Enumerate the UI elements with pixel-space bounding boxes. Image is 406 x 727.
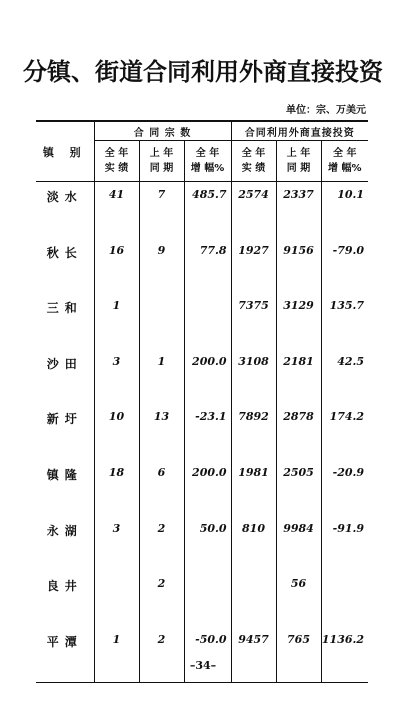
data-cell: 9156 [276, 238, 321, 294]
table-row [36, 627, 368, 683]
data-cell: 18 [94, 460, 139, 516]
data-cell: 42.5 [321, 349, 368, 405]
data-cell [94, 571, 139, 627]
data-cell: -20.9 [321, 460, 368, 516]
data-cell: 3 [94, 516, 139, 572]
table-row [36, 404, 368, 460]
town-cell: 三和 [46, 301, 83, 316]
town-cell: 永湖 [46, 523, 83, 538]
data-cell [321, 571, 368, 627]
sub-header: 全 年 增 幅% [184, 141, 231, 182]
data-cell: 2505 [276, 460, 321, 516]
data-cell: 174.2 [321, 404, 368, 460]
page-number: –34– [189, 659, 217, 672]
data-cell [139, 293, 184, 349]
data-cell: 77.8 [184, 238, 231, 294]
sub-header: 全 年 增 幅% [321, 141, 368, 182]
contract-fdi-group-header: 合同利用外商直接投资 [231, 121, 368, 141]
data-cell: 9457 [231, 627, 276, 683]
town-cell: 秋长 [46, 245, 83, 260]
data-cell: 765 [276, 627, 321, 683]
data-cell: 1 [139, 349, 184, 405]
data-cell: 1136.2 [321, 627, 368, 683]
data-cell: -23.1 [184, 404, 231, 460]
data-cell: 9984 [276, 516, 321, 572]
data-cell: 2574 [231, 182, 276, 238]
data-cell: 2181 [276, 349, 321, 405]
data-cell: 2 [139, 516, 184, 572]
data-cell: 200.0 [184, 349, 231, 405]
table-row [36, 238, 368, 294]
contract-count-group-header: 合 同 宗 数 [94, 121, 231, 141]
data-cell: 2337 [276, 182, 321, 238]
table-row [36, 571, 368, 627]
data-cell: 2 [139, 571, 184, 627]
sub-header: 上 年 同 期 [139, 141, 184, 182]
table-row [36, 349, 368, 405]
data-cell [231, 571, 276, 627]
data-cell: 3 [94, 349, 139, 405]
data-cell: 1927 [231, 238, 276, 294]
data-cell: 16 [94, 238, 139, 294]
data-cell: 2878 [276, 404, 321, 460]
investment-table [36, 120, 368, 683]
table-row [36, 182, 368, 238]
data-cell [184, 571, 231, 627]
data-cell: 1 [94, 627, 139, 683]
table-row [36, 516, 368, 572]
town-cell: 新圩 [46, 412, 83, 427]
data-cell: 3108 [231, 349, 276, 405]
sub-header: 上 年 同 期 [276, 141, 321, 182]
data-cell: 3129 [276, 293, 321, 349]
unit-label: 单位：宗、万美元 [286, 105, 366, 116]
data-cell: 7 [139, 182, 184, 238]
data-cell: 2 [139, 627, 184, 683]
page-title: 分镇、街道合同利用外商直接投资 [23, 58, 383, 86]
data-cell [184, 293, 231, 349]
table-row [36, 293, 368, 349]
data-cell: 1 [94, 293, 139, 349]
data-cell: 1981 [231, 460, 276, 516]
town-cell: 淡水 [46, 190, 83, 204]
data-cell: -50.0 [184, 627, 231, 683]
sub-header: 全 年 实 绩 [94, 141, 139, 182]
town-cell: 平潭 [36, 627, 94, 683]
data-cell: 50.0 [184, 516, 231, 572]
town-cell: 镇隆 [46, 467, 83, 482]
data-cell: 485.7 [184, 182, 231, 238]
data-cell: 56 [276, 571, 321, 627]
town-cell: 良井 [46, 579, 83, 594]
data-cell: 200.0 [184, 460, 231, 516]
data-cell: -79.0 [321, 238, 368, 294]
town-cell: 沙田 [46, 356, 83, 371]
sub-header: 全 年 实 绩 [231, 141, 276, 182]
town-column-header: 镇 别 [36, 121, 94, 182]
data-cell: 41 [94, 182, 139, 238]
data-cell: 7375 [231, 293, 276, 349]
data-cell: 10.1 [321, 182, 368, 238]
data-cell: -91.9 [321, 516, 368, 572]
table-row [36, 460, 368, 516]
data-cell: 6 [139, 460, 184, 516]
data-cell: 9 [139, 238, 184, 294]
data-cell: 810 [231, 516, 276, 572]
data-cell: 7892 [231, 404, 276, 460]
data-cell: 135.7 [321, 293, 368, 349]
data-cell: 10 [94, 404, 139, 460]
data-cell: 13 [139, 404, 184, 460]
